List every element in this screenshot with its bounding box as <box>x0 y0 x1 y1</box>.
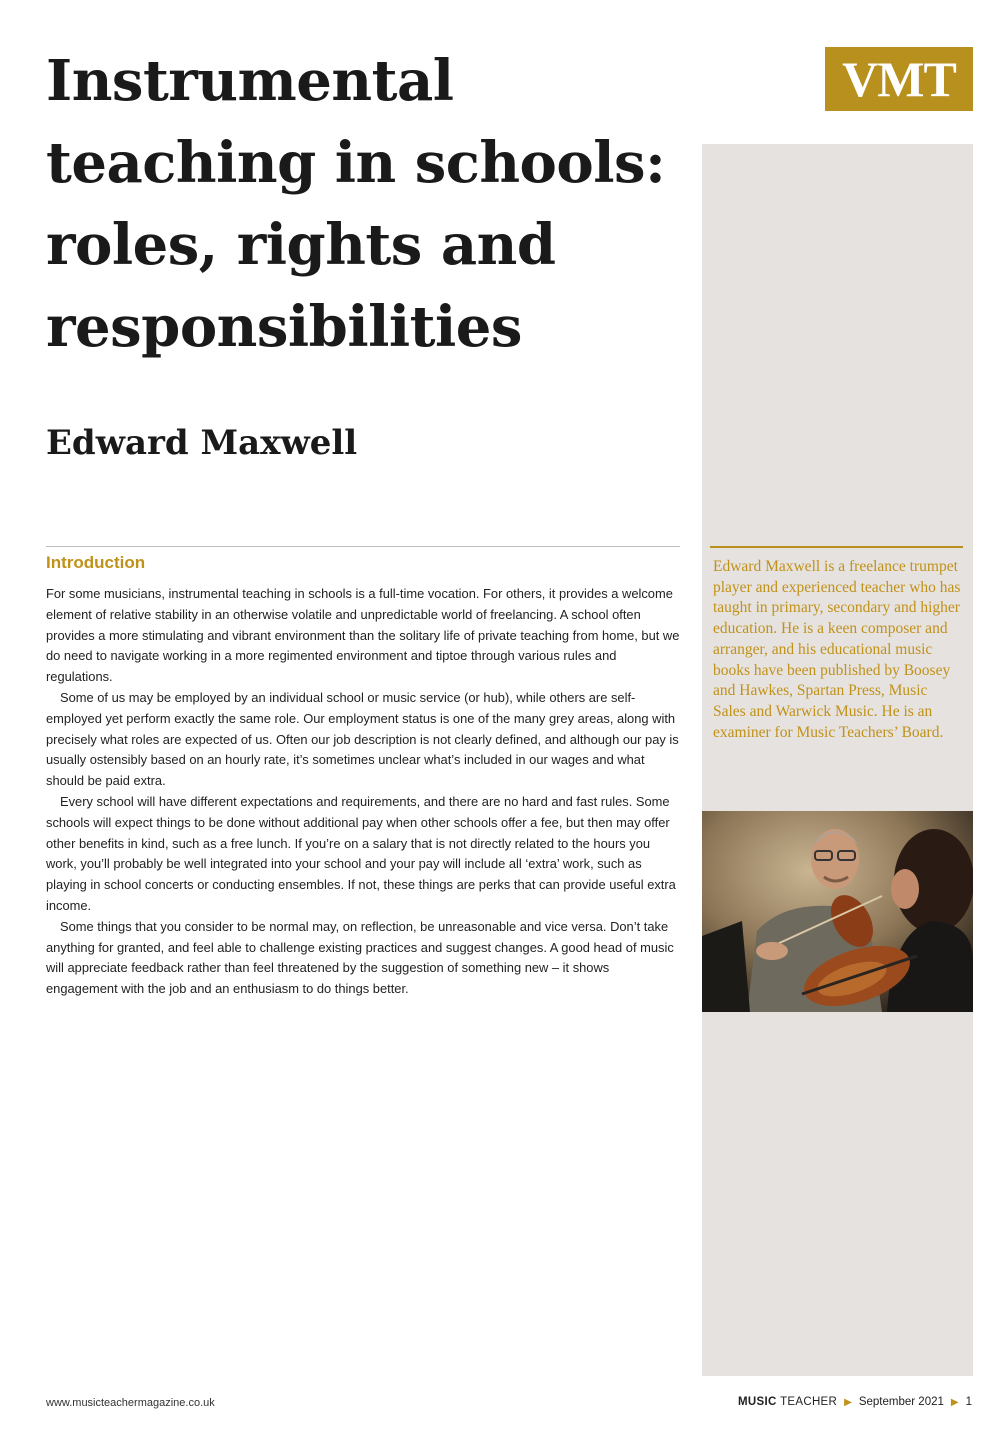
magazine-name-bold: MUSIC <box>738 1396 777 1408</box>
magazine-name <box>738 1396 837 1408</box>
section-heading: Introduction <box>46 553 146 572</box>
paragraph: Every school will have different expectations and requirements, and there are no hard and fast rules. Some schools will expect things to be done without additional pay when other schools offer a fee, but then may offer other benefits in kind, such as a free lunch. If you’re on a salary that is not directly related to the hours you work, you’ll probably be well integrated into your school and your pay will include all ‘extra’ work, such as playing in school concerts or conducting ensembles. If not, these things are perks that can provide useful extra income. <box>46 793 676 913</box>
article-author: Edward Maxwell <box>46 423 358 463</box>
sidebar-divider <box>710 546 963 548</box>
sidebar-panel <box>702 144 973 1376</box>
author-bio: Edward Maxwell is a freelance trumpet player and experienced teacher who has taught in primary, secondary and higher education. He is a keen composer and arranger, and his educational music books have been published by Boosey and Hawkes, Spartan Press, Music Sales and Warwick Music. He is an examiner for Music Teachers’ Board. <box>713 558 961 741</box>
vmt-logo: VMT <box>825 47 973 111</box>
article-title: Instrumental teaching in schools: roles, rights and responsibilities <box>46 48 666 360</box>
violin-lesson-illustration <box>702 811 973 1012</box>
page-footer <box>738 1396 972 1408</box>
issue-date: September 2021 <box>858 1396 944 1408</box>
triangle-icon: ▶ <box>950 1396 959 1408</box>
triangle-icon: ▶ <box>844 1396 852 1408</box>
article-body <box>46 584 682 1000</box>
teacher-photo <box>702 811 973 1012</box>
page-number: 1 <box>965 1396 972 1408</box>
paragraph: Some of us may be employed by an individual school or music service (or hub), while others are self-employed yet perform exactly the same role. Our employment status is one of the many grey areas, along with precisely what roles are expected of us. Often our job description is not clearly defined, and although our pay is usually ostensibly based on an hourly rate, it’s sometimes unclear what’s included in our wages and what should be paid extra. <box>46 689 679 789</box>
magazine-name-light: TEACHER <box>780 1396 838 1408</box>
paragraph: For some musicians, instrumental teaching in schools is a full-time vocation. For others, it provides a welcome element of relative stability in an otherwise volatile and unpredictable world of freelancing. A school often provides a more stimulating and vibrant environment than the solitary life of private teaching from home, but we do need to navigate working in a more regimented environment and tiptoe through various rules and regulations. <box>46 586 680 685</box>
website-url[interactable]: www.musicteachermagazine.co.uk <box>46 1397 215 1409</box>
section-divider <box>46 546 680 547</box>
paragraph: Some things that you consider to be normal may, on reflection, be unreasonable and vice versa. Don’t take anything for granted, and feel able to challenge existing practices and suggest changes. A good head of music will appreciate feedback rather than feel threatened by the suggestion of something new – it shows engagement with the job and an enthusiasm to do things better. <box>46 918 674 997</box>
